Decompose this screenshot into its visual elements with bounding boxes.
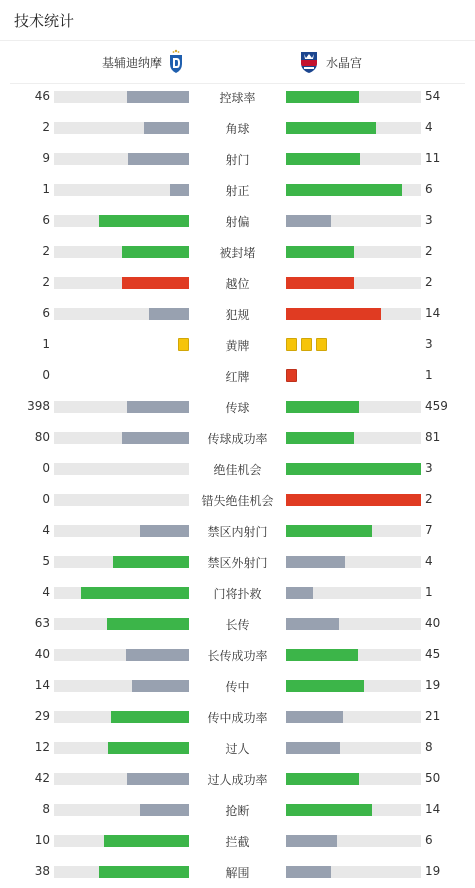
red-card-icon (286, 369, 297, 382)
away-bar-track (286, 618, 421, 630)
away-bar-fill (286, 215, 331, 227)
away-bar-track (286, 773, 421, 785)
stat-label: 拦截 (225, 835, 250, 849)
home-bar-fill (128, 153, 189, 165)
home-bar-fill (122, 277, 190, 289)
home-value: 5 (42, 554, 50, 568)
home-bar-track (54, 122, 189, 134)
home-bar-track (54, 556, 189, 568)
away-value: 3 (425, 213, 433, 227)
stat-row[interactable] (0, 577, 475, 608)
home-bar-fill (122, 432, 190, 444)
away-value: 50 (425, 771, 441, 785)
away-bar-track (286, 711, 421, 723)
away-value: 19 (425, 864, 441, 878)
yellow-card-icon (301, 338, 312, 351)
stat-label: 角球 (225, 122, 250, 136)
away-bar-track (286, 122, 421, 134)
stat-row[interactable] (0, 825, 475, 856)
away-value: 3 (425, 461, 433, 475)
home-bar-track (54, 215, 189, 227)
home-bar-fill (140, 525, 189, 537)
home-value: 1 (42, 337, 50, 351)
home-bar-track (54, 680, 189, 692)
crystal-palace-logo-icon (298, 48, 320, 77)
stat-row[interactable] (0, 422, 475, 453)
home-value: 40 (34, 647, 50, 661)
away-bar-track (286, 91, 421, 103)
home-value: 2 (42, 120, 50, 134)
home-value: 8 (42, 802, 50, 816)
yellow-card-icon (178, 338, 189, 351)
home-bar-track (54, 246, 189, 258)
stat-label: 传球成功率 (207, 432, 268, 446)
away-bar-track (286, 680, 421, 692)
stat-label: 解围 (225, 866, 250, 880)
stat-row[interactable] (0, 143, 475, 174)
stat-label: 越位 (225, 277, 250, 291)
home-value: 9 (42, 151, 50, 165)
away-value: 3 (425, 337, 433, 351)
stat-label: 控球率 (219, 91, 256, 105)
home-team[interactable] (102, 41, 190, 83)
away-bar-fill (286, 556, 345, 568)
stat-row[interactable] (0, 763, 475, 794)
stat-row[interactable] (0, 267, 475, 298)
stat-label: 过人 (225, 742, 250, 756)
away-value: 4 (425, 554, 433, 568)
away-value: 2 (425, 275, 433, 289)
away-bar-fill (286, 494, 421, 506)
home-bar-track (54, 184, 189, 196)
away-bar-fill (286, 773, 359, 785)
stats-list (0, 81, 475, 887)
home-bar-fill (140, 804, 189, 816)
away-value: 2 (425, 492, 433, 506)
home-bar-fill (127, 401, 189, 413)
home-bar-track (54, 277, 189, 289)
home-bar-track (54, 91, 189, 103)
home-value: 2 (42, 275, 50, 289)
home-value: 63 (34, 616, 50, 630)
stat-label: 射偏 (225, 215, 250, 229)
away-value: 40 (425, 616, 441, 630)
home-bar-track (54, 587, 189, 599)
away-bar-fill (286, 122, 376, 134)
home-bar-track (54, 494, 189, 506)
away-value: 2 (425, 244, 433, 258)
away-bar-fill (286, 463, 421, 475)
away-bar-track (286, 525, 421, 537)
away-bar-track (286, 277, 421, 289)
home-bar-track (54, 742, 189, 754)
home-bar-fill (99, 866, 189, 878)
stat-label: 传球 (225, 401, 250, 415)
home-value: 0 (42, 368, 50, 382)
teams-header (10, 41, 465, 84)
away-bar-track (286, 866, 421, 878)
away-value: 4 (425, 120, 433, 134)
home-bar-track (54, 866, 189, 878)
home-value: 10 (34, 833, 50, 847)
away-value: 1 (425, 368, 433, 382)
home-bar-track (54, 835, 189, 847)
stat-label: 射门 (225, 153, 250, 167)
away-bar-fill (286, 401, 359, 413)
away-bar-fill (286, 246, 354, 258)
home-bar-track (54, 525, 189, 537)
stat-label: 禁区外射门 (207, 556, 268, 570)
home-value: 2 (42, 244, 50, 258)
stat-row[interactable] (0, 174, 475, 205)
home-bar-fill (108, 742, 189, 754)
stat-row[interactable] (0, 670, 475, 701)
away-bar-fill (286, 866, 331, 878)
stat-row[interactable] (0, 701, 475, 732)
stat-row[interactable] (0, 546, 475, 577)
away-value: 7 (425, 523, 433, 537)
stat-label: 传中成功率 (207, 711, 268, 725)
home-value: 6 (42, 213, 50, 227)
header (0, 0, 475, 41)
home-bar-fill (144, 122, 189, 134)
home-value: 1 (42, 182, 50, 196)
home-bar-fill (99, 215, 189, 227)
home-bar-track (54, 401, 189, 413)
home-cards (54, 369, 189, 383)
home-bar-fill (107, 618, 189, 630)
home-bar-track (54, 618, 189, 630)
stat-row[interactable] (0, 515, 475, 546)
away-bar-fill (286, 184, 402, 196)
stat-row[interactable] (0, 732, 475, 763)
stat-label: 红牌 (225, 370, 250, 384)
home-value: 0 (42, 492, 50, 506)
home-value: 12 (34, 740, 50, 754)
stat-row[interactable] (0, 205, 475, 236)
away-team-name: 水晶宫 (326, 55, 363, 70)
home-bar-track (54, 711, 189, 723)
home-bar-track (54, 153, 189, 165)
home-bar-track (54, 308, 189, 320)
home-value: 0 (42, 461, 50, 475)
away-value: 6 (425, 182, 433, 196)
home-value: 6 (42, 306, 50, 320)
yellow-card-icon (316, 338, 327, 351)
home-value: 29 (34, 709, 50, 723)
stat-row[interactable] (0, 391, 475, 422)
stat-row[interactable] (0, 453, 475, 484)
home-value: 80 (34, 430, 50, 444)
away-bar-track (286, 587, 421, 599)
stat-label: 绝佳机会 (213, 463, 262, 477)
home-bar-fill (132, 680, 189, 692)
stat-label: 门将扑救 (213, 587, 262, 601)
page-title: 技术统计 (14, 12, 75, 30)
home-bar-track (54, 773, 189, 785)
away-value: 6 (425, 833, 433, 847)
home-bar-track (54, 463, 189, 475)
home-bar-track (54, 804, 189, 816)
home-bar-track (54, 432, 189, 444)
dynamo-kyiv-logo-icon (168, 48, 184, 77)
away-bar-track (286, 432, 421, 444)
home-value: 14 (34, 678, 50, 692)
away-value: 1 (425, 585, 433, 599)
away-bar-track (286, 494, 421, 506)
away-bar-track (286, 246, 421, 258)
away-bar-track (286, 556, 421, 568)
home-bar-fill (122, 246, 190, 258)
stat-label: 禁区内射门 (207, 525, 268, 539)
away-bar-track (286, 184, 421, 196)
stat-row[interactable] (0, 794, 475, 825)
away-bar-fill (286, 804, 372, 816)
away-bar-fill (286, 153, 360, 165)
away-bar-fill (286, 742, 340, 754)
away-team[interactable] (292, 41, 362, 83)
away-bar-fill (286, 835, 337, 847)
stat-row[interactable] (0, 856, 475, 887)
home-bar-fill (127, 91, 189, 103)
stat-label: 犯规 (225, 308, 250, 322)
away-value: 14 (425, 802, 441, 816)
stat-row[interactable] (0, 112, 475, 143)
home-bar-fill (81, 587, 189, 599)
away-value: 19 (425, 678, 441, 692)
away-bar-track (286, 835, 421, 847)
stat-label: 错失绝佳机会 (201, 494, 274, 508)
home-bar-fill (126, 649, 189, 661)
home-value: 38 (34, 864, 50, 878)
home-value: 4 (42, 523, 50, 537)
stat-row[interactable] (0, 236, 475, 267)
away-bar-fill (286, 308, 381, 320)
away-bar-fill (286, 711, 343, 723)
away-value: 11 (425, 151, 441, 165)
stat-label: 传中 (225, 680, 250, 694)
away-bar-fill (286, 680, 364, 692)
home-bar-fill (111, 711, 189, 723)
away-cards (286, 369, 421, 383)
away-bar-track (286, 401, 421, 413)
stat-row[interactable] (0, 484, 475, 515)
stat-row[interactable] (0, 298, 475, 329)
away-bar-track (286, 742, 421, 754)
away-bar-track (286, 463, 421, 475)
away-value: 81 (425, 430, 441, 444)
away-bar-fill (286, 277, 354, 289)
stat-label: 过人成功率 (207, 773, 268, 787)
home-bar-fill (149, 308, 190, 320)
yellow-card-icon (286, 338, 297, 351)
away-bar-fill (286, 432, 354, 444)
stat-row[interactable] (0, 329, 475, 360)
away-bar-fill (286, 649, 358, 661)
home-value: 398 (27, 399, 50, 413)
away-bar-fill (286, 618, 339, 630)
home-bar-fill (104, 835, 189, 847)
away-bar-track (286, 215, 421, 227)
away-bar-fill (286, 587, 313, 599)
home-value: 4 (42, 585, 50, 599)
home-bar-track (54, 649, 189, 661)
stat-label: 长传 (225, 618, 250, 632)
away-bar-track (286, 649, 421, 661)
away-value: 8 (425, 740, 433, 754)
away-value: 45 (425, 647, 441, 661)
home-bar-fill (127, 773, 189, 785)
stat-label: 黄牌 (225, 339, 250, 353)
away-bar-track (286, 804, 421, 816)
away-bar-fill (286, 525, 372, 537)
stat-label: 抢断 (225, 804, 250, 818)
stat-label: 被封堵 (219, 246, 256, 260)
away-value: 14 (425, 306, 441, 320)
stat-row[interactable] (0, 608, 475, 639)
away-cards (286, 338, 421, 352)
away-bar-track (286, 153, 421, 165)
home-value: 46 (34, 89, 50, 103)
home-team-name: 基辅迪纳摩 (102, 55, 163, 70)
away-bar-track (286, 308, 421, 320)
away-bar-fill (286, 91, 359, 103)
stat-row[interactable] (0, 360, 475, 391)
away-value: 54 (425, 89, 441, 103)
stat-row[interactable] (0, 81, 475, 112)
home-cards (54, 338, 189, 352)
home-value: 42 (34, 771, 50, 785)
stat-row[interactable] (0, 639, 475, 670)
away-value: 21 (425, 709, 441, 723)
stat-label: 长传成功率 (207, 649, 268, 663)
stat-label: 射正 (225, 184, 250, 198)
home-bar-fill (170, 184, 189, 196)
home-bar-fill (113, 556, 189, 568)
away-value: 459 (425, 399, 448, 413)
